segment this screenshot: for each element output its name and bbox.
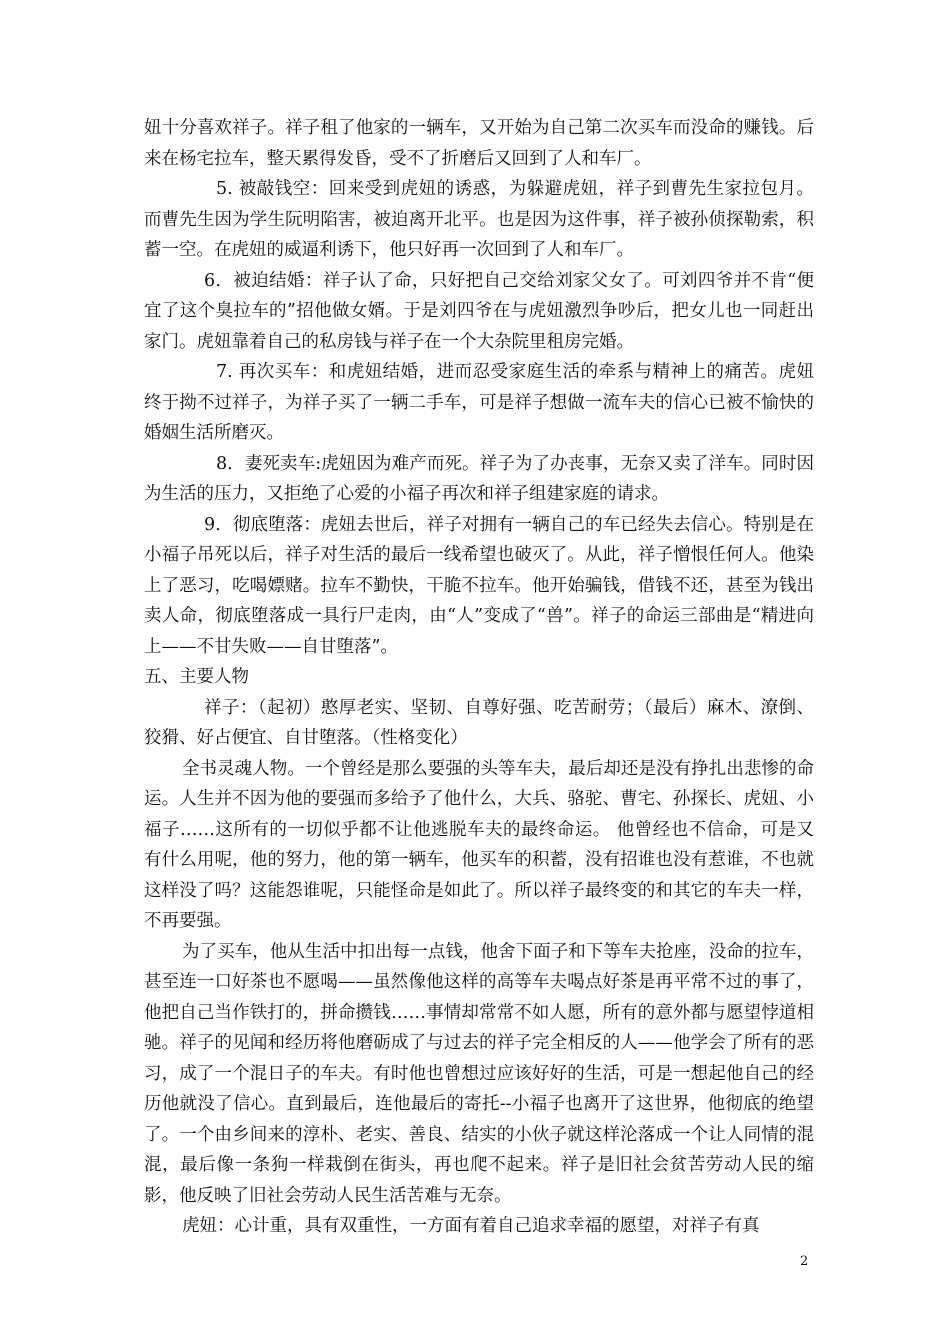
paragraph-item-8: 8．妻死卖车:虎妞因为难产而死。祥子为了办丧事，无奈又卖了洋车。同时因为生活的压力，又拒绝了心爱的小福子再次和祥子组建家庭的请求。 <box>144 453 814 504</box>
page-body <box>144 113 814 1242</box>
page-number: 2 <box>800 1254 809 1269</box>
section-heading: 五、主要人物 <box>144 667 249 687</box>
paragraph-xiangzi-buy-car: 为了买车，他从生活中扣出每一点钱，他舍下面子和下等车夫抢座，没命的拉车，甚至连一口好茶也不愿喝——虽然像他这样的高等车夫喝点好茶是再平常不过的事了，他把自己当作铁打的，拼命攒钱……事情却常常不如人愿，所有的意外都与愿望悖道相驰。祥子的见闻和经历将他磨砺成了与过去的祥子完全相反的人——他学会了所有的恶习，成了一个混日子的车夫。有时他也曾想过应该好好的生活，可是一想起他自己的经历他就没了信心。直到最后，连他最后的寄托--小福子也离开了这世界，他彻底的绝望了。一个由乡间来的淳朴、老实、善良、结实的小伙子就这样沦落成一个让人同情的混混，最后像一条狗一样栽倒在街头，再也爬不起来。祥子是旧社会贫苦劳动人民的缩影，他反映了旧社会劳动人民生活苦难与无奈。 <box>144 941 814 1206</box>
paragraph-xiangzi-traits: 祥子：（起初）憨厚老实、坚韧、自尊好强、吃苦耐劳；（最后）麻木、潦倒、狡猾、好占便宜、自甘堕落。（性格变化） <box>144 697 814 748</box>
paragraph-item-7: 7. 再次买车：和虎妞结婚，进而忍受家庭生活的牵系与精神上的痛苦。虎妞终于拗不过祥子，为祥子买了一辆二手车，可是祥子想做一流车夫的信心已被不愉快的婚姻生活所磨灭。 <box>144 362 814 443</box>
paragraph-item-6: 6．被迫结婚：祥子认了命，只好把自己交给刘家父女了。可刘四爷并不肯“便宜了这个臭拉车的”招他做女婿。于是刘四爷在与虎妞激烈争吵后，把女儿也一同赶出家门。虎妞靠着自己的私房钱与祥子在一个大杂院里租房完婚。 <box>144 270 814 352</box>
paragraph-continuation: 妞十分喜欢祥子。祥子租了他家的一辆车，又开始为自己第二次买车而没命的赚钱。后来在杨宅拉车，整天累得发昏，受不了折磨后又回到了人和车厂。 <box>144 118 814 169</box>
paragraph-item-9: 9．彻底堕落：虎妞去世后，祥子对拥有一辆自己的车已经失去信心。特别是在小福子吊死以后，祥子对生活的最后一线希望也破灭了。从此，祥子憎恨任何人。他染上了恶习，吃喝嫖赌。拉车不勤快，干脆不拉车。他开始骗钱，借钱不还，甚至为钱出卖人命，彻底堕落成一具行尸走肉，由“人”变成了“兽”。祥子的命运三部曲是“精进向上——不甘失败——自甘堕落”。 <box>144 514 814 657</box>
paragraph-xiangzi-soul: 全书灵魂人物。一个曾经是那么要强的头等车夫，最后却还是没有挣扎出悲惨的命运。人生并不因为他的要强而多给予了他什么，大兵、骆驼、曹宅、孙探长、虎妞、小福子……这所有的一切似乎都不让他逃脱车夫的最终命运。 他曾经也不信命，可是又有什么用呢，他的努力，他的第一辆车，他买车的积蓄，没有招谁也没有惹谁，不也就这样没了吗？这能怨谁呢，只能怪命是如此了。所以祥子最终变的和其它的车夫一样，不再要强。 <box>144 758 814 931</box>
paragraph-item-5: 5. 被敲钱空：回来受到虎妞的诱惑，为躲避虎妞，祥子到曹先生家拉包月。而曹先生因为学生阮明陷害，被迫离开北平。也是因为这件事，祥子被孙侦探勒索，积蓄一空。在虎妞的威逼利诱下，他只好再一次回到了人和车厂。 <box>144 179 814 260</box>
paragraph-huniu: 虎妞：心计重，具有双重性，一方面有着自己追求幸福的愿望，对祥子有真 <box>182 1216 760 1236</box>
